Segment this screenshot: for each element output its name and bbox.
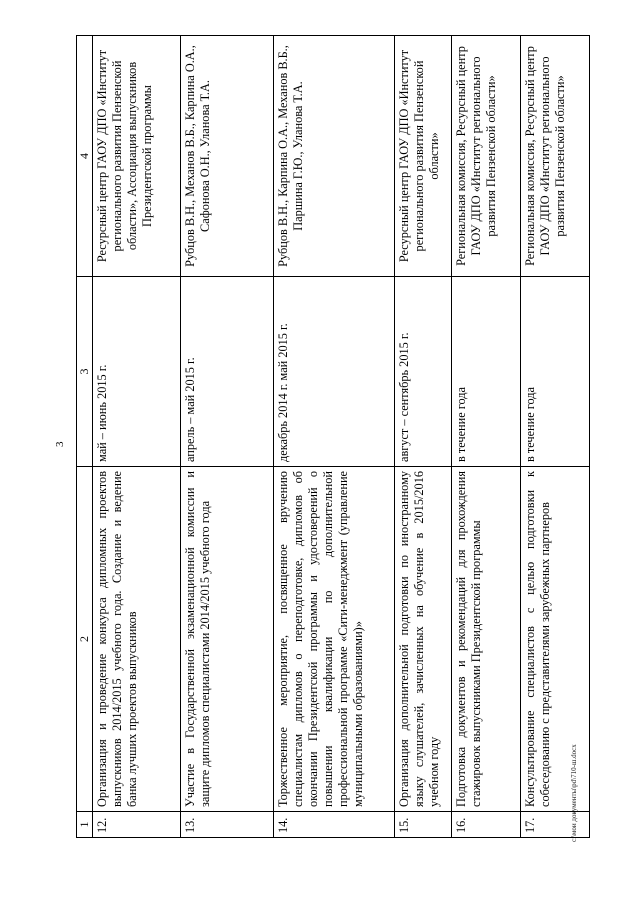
header-row xyxy=(77,36,93,838)
row-number: 16. xyxy=(451,812,520,838)
deadline: в течение года xyxy=(520,277,589,467)
table-row xyxy=(92,36,181,838)
page-number: 3 xyxy=(54,441,66,447)
row-number: 17. xyxy=(520,812,589,838)
deadline: в течение года xyxy=(451,277,520,467)
table-row xyxy=(520,36,589,838)
responsible: Ресурсный центр ГАОУ ДПО «Институт регионального развития Пензенской области», Ассоциация выпускников Президентской программы xyxy=(92,36,181,277)
activity-text: Подготовка документов и рекомендаций для прохождения стажировок выпускниками Президентской программы xyxy=(451,467,520,812)
table-row xyxy=(181,36,274,838)
table-row xyxy=(274,36,395,838)
responsible: Ресурсный центр ГАОУ ДПО «Институт регионального развития Пензенской области» xyxy=(395,36,451,277)
row-number: 12. xyxy=(92,812,181,838)
row-number: 13. xyxy=(181,812,274,838)
header-cell: 2 xyxy=(77,467,93,812)
header-cell: 1 xyxy=(77,812,93,838)
table-row xyxy=(395,36,451,838)
activity-text: Торжественное мероприятие, посвященное вручению специалистам дипломов о переподготовке, дипломов об окончании Президентской программы и удостоверений о повышении квалификации по дополнительной профессиональной программе «Сити-менеджмент (управление муниципальными образованиями)» xyxy=(274,467,395,812)
activity-text: Организация и проведение конкурса дипломных проектов выпускников 2014/2015 учебного года. Создание и ведение банка лучших проектов выпускников xyxy=(92,467,181,812)
responsible: Региональная комиссия, Ресурсный центр ГАОУ ДПО «Институт регионального развития Пензенской области» xyxy=(451,36,520,277)
activity-text: Консультирование специалистов с целью подготовки к собеседованию с представителями зарубежных партнеров xyxy=(520,467,589,812)
deadline: апрель – май 2015 г. xyxy=(181,277,274,467)
row-number: 15. xyxy=(395,812,451,838)
deadline: май – июнь 2015 г. xyxy=(92,277,181,467)
header-cell: 3 xyxy=(77,277,93,467)
rotated-table-container xyxy=(76,36,590,838)
responsible: Рубцов В.Н., Механов В.Б., Карпина О.А., Сафонова О.Н., Уланова Т.А. xyxy=(181,36,274,277)
row-number: 14. xyxy=(274,812,395,838)
deadline: декабрь 2014 г. май 2015 г. xyxy=(274,277,395,467)
header-cell: 4 xyxy=(77,36,93,277)
responsible: Рубцов В.Н., Карпина О.А., Механов В.Б., Паршина Г.Ю., Уланова Т.А. xyxy=(274,36,395,277)
plan-table xyxy=(76,35,590,838)
responsible: Региональная комиссия, Ресурсный центр ГАОУ ДПО «Институт регионального развития Пензенской области» xyxy=(520,36,589,277)
deadline: август – сентябрь 2015 г. xyxy=(395,277,451,467)
activity-text: Организация дополнительной подготовки по иностранному языку слушателей, зачисленных на обучение в 2015/2016 учебном году xyxy=(395,467,451,812)
footer-file-path: c:\мои документы\pd\710-ш.docx xyxy=(570,744,578,842)
activity-text: Участие в Государственной экзаменационной комиссии и защите дипломов специалистами 2014/2015 учебного года xyxy=(181,467,274,812)
table-row xyxy=(451,36,520,838)
